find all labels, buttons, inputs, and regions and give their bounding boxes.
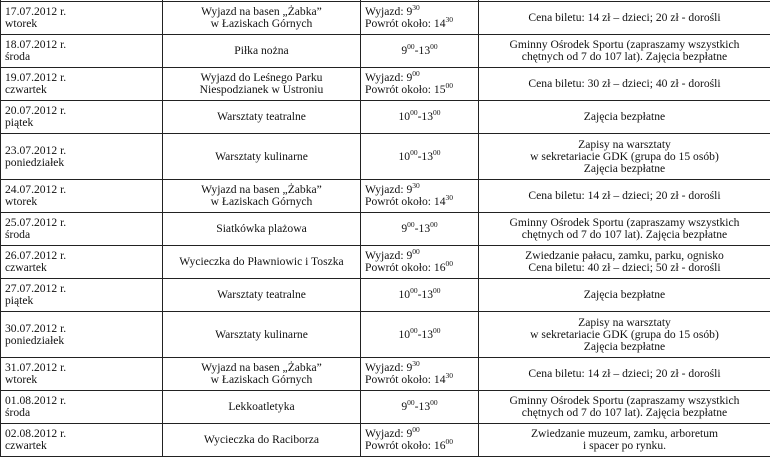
event-line: w Łaziskach Górnych (167, 374, 356, 386)
return-time (365, 18, 474, 30)
return-label: Powrót około: 14 (365, 373, 446, 386)
info-line: Zwiedzanie pałacu, zamku, parku, ognisko (483, 250, 766, 262)
time-cell (361, 246, 479, 279)
info-cell (479, 358, 770, 391)
weekday-text: wtorek (5, 196, 158, 208)
return-label: Powrót około: 14 (365, 195, 446, 208)
return-time (365, 440, 474, 452)
event-line: Wyjazd do Leśnego Parku (167, 72, 356, 84)
info-line: Zapisy na warsztaty (483, 317, 766, 329)
weekday-text: środa (5, 229, 158, 241)
departure-minutes: 30 (412, 3, 420, 12)
table-row (1, 213, 770, 246)
info-line: Gminny Ośrodek Sportu (zapraszamy wszystkich (483, 395, 766, 407)
date-cell (1, 134, 163, 180)
event-cell (163, 101, 361, 134)
info-cell (479, 424, 770, 457)
event-line: Niespodzianek w Ustroniu (167, 84, 356, 96)
time-cell (361, 391, 479, 424)
info-line: Cena biletu: 14 zł – dzieci; 20 zł - dorośli (483, 368, 766, 380)
time-range (365, 111, 474, 123)
event-cell (163, 358, 361, 391)
table-row (1, 279, 770, 312)
start-hour: 9 (401, 400, 407, 413)
return-minutes: 30 (446, 193, 454, 202)
departure-minutes: 30 (412, 359, 420, 368)
end-minutes: 00 (430, 42, 438, 51)
time-cell (361, 213, 479, 246)
time-cell (361, 180, 479, 213)
info-line: Gminny Ośrodek Sportu (zapraszamy wszystkich (483, 39, 766, 51)
return-label: Powrót około: 15 (365, 83, 446, 96)
event-cell (163, 391, 361, 424)
date-text: 27.07.2012 r. (5, 283, 158, 295)
date-cell (1, 35, 163, 68)
date-text: 30.07.2012 r. (5, 323, 158, 335)
event-line: Wyjazd na basen „Żabka” (167, 6, 356, 18)
time-cell (361, 358, 479, 391)
event-cell (163, 424, 361, 457)
date-text: 26.07.2012 r. (5, 250, 158, 262)
info-line: Cena biletu: 14 zł – dzieci; 20 zł - dorośli (483, 12, 766, 24)
return-time (365, 374, 474, 386)
table-row (1, 2, 770, 35)
date-text: 18.07.2012 r. (5, 39, 158, 51)
start-hour: 10 (398, 150, 410, 163)
info-line: Zapisy na warsztaty (483, 139, 766, 151)
time-range (365, 151, 474, 163)
start-minutes: 00 (407, 42, 415, 51)
end-hour: -13 (418, 288, 433, 301)
event-line: Warsztaty kulinarne (167, 329, 356, 341)
end-minutes: 00 (433, 286, 441, 295)
info-cell (479, 391, 770, 424)
start-minutes: 00 (410, 148, 418, 157)
end-minutes: 00 (433, 148, 441, 157)
date-text: 23.07.2012 r. (5, 145, 158, 157)
info-cell (479, 101, 770, 134)
return-label: Powrót około: 14 (365, 17, 446, 30)
date-text: 20.07.2012 r. (5, 105, 158, 117)
weekday-text: czwartek (5, 440, 158, 452)
weekday-text: poniedziałek (5, 157, 158, 169)
info-line: chętnych od 7 do 107 lat). Zajęcia bezpłatne (483, 407, 766, 419)
start-hour: 9 (401, 222, 407, 235)
weekday-text: piątek (5, 295, 158, 307)
date-text: 31.07.2012 r. (5, 362, 158, 374)
info-line: Cena biletu: 30 zł – dzieci; 40 zł - dorośli (483, 78, 766, 90)
end-minutes: 00 (430, 220, 438, 229)
info-line: Gminny Ośrodek Sportu (zapraszamy wszystkich (483, 217, 766, 229)
table-row (1, 68, 770, 101)
info-cell (479, 68, 770, 101)
info-line: w sekretariacie GDK (grupa do 15 osób) (483, 329, 766, 341)
time-range (365, 45, 474, 57)
return-label: Powrót około: 16 (365, 261, 446, 274)
table-row (1, 358, 770, 391)
departure-label: Wyjazd: 9 (365, 183, 412, 196)
event-line: Warsztaty teatralne (167, 289, 356, 301)
weekday-text: czwartek (5, 84, 158, 96)
departure-label: Wyjazd: 9 (365, 249, 412, 262)
time-cell (361, 35, 479, 68)
event-line: Wycieczka do Raciborza (167, 434, 356, 446)
info-cell (479, 312, 770, 358)
time-cell (361, 134, 479, 180)
date-cell (1, 312, 163, 358)
event-cell (163, 134, 361, 180)
start-hour: 10 (398, 288, 410, 301)
end-hour: -13 (415, 400, 430, 413)
start-hour: 10 (398, 110, 410, 123)
return-time (365, 262, 474, 274)
info-line: Zajęcia bezpłatne (483, 289, 766, 301)
event-line: w Łaziskach Górnych (167, 196, 356, 208)
time-cell (361, 68, 479, 101)
event-cell (163, 279, 361, 312)
time-range (365, 289, 474, 301)
time-range (365, 329, 474, 341)
table-row (1, 180, 770, 213)
event-line: w Łaziskach Górnych (167, 18, 356, 30)
date-cell (1, 2, 163, 35)
info-cell (479, 180, 770, 213)
info-cell (479, 213, 770, 246)
date-cell (1, 246, 163, 279)
departure-label: Wyjazd: 9 (365, 427, 412, 440)
event-line: Wyjazd na basen „Żabka” (167, 362, 356, 374)
table-row (1, 391, 770, 424)
event-line: Siatkówka plażowa (167, 223, 356, 235)
departure-label: Wyjazd: 9 (365, 5, 412, 18)
table-row (1, 246, 770, 279)
return-minutes: 00 (446, 259, 454, 268)
time-cell (361, 101, 479, 134)
info-line: Zwiedzanie muzeum, zamku, arboretum (483, 428, 766, 440)
start-hour: 9 (401, 44, 407, 57)
event-cell (163, 246, 361, 279)
info-line: Cena biletu: 40 zł – dzieci; 50 zł - dorośli (483, 262, 766, 274)
date-text: 01.08.2012 r. (5, 395, 158, 407)
info-line: Cena biletu: 14 zł – dzieci; 20 zł - dorośli (483, 190, 766, 202)
schedule-body (1, 0, 770, 457)
event-cell (163, 180, 361, 213)
event-line: Warsztaty teatralne (167, 111, 356, 123)
table-row (1, 424, 770, 457)
start-hour: 10 (398, 328, 410, 341)
event-cell (163, 68, 361, 101)
departure-label: Wyjazd: 9 (365, 71, 412, 84)
end-hour: -13 (418, 328, 433, 341)
date-cell (1, 424, 163, 457)
event-line: Lekkoatletyka (167, 401, 356, 413)
date-cell (1, 101, 163, 134)
time-cell (361, 424, 479, 457)
event-cell (163, 213, 361, 246)
weekday-text: środa (5, 407, 158, 419)
info-cell (479, 246, 770, 279)
info-line: w sekretariacie GDK (grupa do 15 osób) (483, 151, 766, 163)
date-cell (1, 391, 163, 424)
end-hour: -13 (415, 44, 430, 57)
info-line: Zajęcia bezpłatne (483, 341, 766, 353)
info-line: chętnych od 7 do 107 lat). Zajęcia bezpłatne (483, 229, 766, 241)
date-text: 25.07.2012 r. (5, 217, 158, 229)
event-line: Wyjazd na basen „Żabka” (167, 184, 356, 196)
date-text: 17.07.2012 r. (5, 6, 158, 18)
end-hour: -13 (418, 150, 433, 163)
return-minutes: 00 (446, 81, 454, 90)
info-line: i spacer po rynku. (483, 440, 766, 452)
info-line: Zajęcia bezpłatne (483, 163, 766, 175)
return-time (365, 196, 474, 208)
info-line: chętnych od 7 do 107 lat). Zajęcia bezpłatne (483, 51, 766, 63)
departure-minutes: 00 (412, 425, 420, 434)
table-row (1, 35, 770, 68)
date-cell (1, 358, 163, 391)
departure-minutes: 00 (412, 69, 420, 78)
event-cell (163, 312, 361, 358)
start-minutes: 00 (410, 108, 418, 117)
date-text: 02.08.2012 r. (5, 428, 158, 440)
table-row (1, 134, 770, 180)
time-cell (361, 279, 479, 312)
return-minutes: 30 (446, 15, 454, 24)
return-minutes: 30 (446, 371, 454, 380)
return-time (365, 84, 474, 96)
time-cell (361, 2, 479, 35)
event-cell (163, 35, 361, 68)
info-cell (479, 279, 770, 312)
time-range (365, 223, 474, 235)
return-label: Powrót około: 16 (365, 439, 446, 452)
date-cell (1, 180, 163, 213)
event-line: Piłka nożna (167, 45, 356, 57)
weekday-text: piątek (5, 117, 158, 129)
info-cell (479, 2, 770, 35)
date-text: 19.07.2012 r. (5, 72, 158, 84)
event-cell (163, 2, 361, 35)
departure-label: Wyjazd: 9 (365, 361, 412, 374)
end-hour: -13 (415, 222, 430, 235)
date-cell (1, 213, 163, 246)
start-minutes: 00 (407, 220, 415, 229)
info-cell (479, 35, 770, 68)
start-minutes: 00 (410, 326, 418, 335)
end-minutes: 00 (430, 398, 438, 407)
weekday-text: wtorek (5, 18, 158, 30)
date-text: 24.07.2012 r. (5, 184, 158, 196)
weekday-text: poniedziałek (5, 335, 158, 347)
table-row (1, 101, 770, 134)
event-line: Wycieczka do Pławniowic i Toszka (167, 256, 356, 268)
info-cell (479, 134, 770, 180)
weekday-text: czwartek (5, 262, 158, 274)
time-cell (361, 312, 479, 358)
weekday-text: wtorek (5, 374, 158, 386)
info-line: Zajęcia bezpłatne (483, 111, 766, 123)
end-hour: -13 (418, 110, 433, 123)
event-line: Warsztaty kulinarne (167, 151, 356, 163)
departure-minutes: 00 (412, 247, 420, 256)
table-row (1, 312, 770, 358)
weekday-text: środa (5, 51, 158, 63)
end-minutes: 00 (433, 326, 441, 335)
return-minutes: 00 (446, 437, 454, 446)
end-minutes: 00 (433, 108, 441, 117)
time-range (365, 401, 474, 413)
date-cell (1, 68, 163, 101)
start-minutes: 00 (410, 286, 418, 295)
date-cell (1, 279, 163, 312)
start-minutes: 00 (407, 398, 415, 407)
departure-minutes: 30 (412, 181, 420, 190)
